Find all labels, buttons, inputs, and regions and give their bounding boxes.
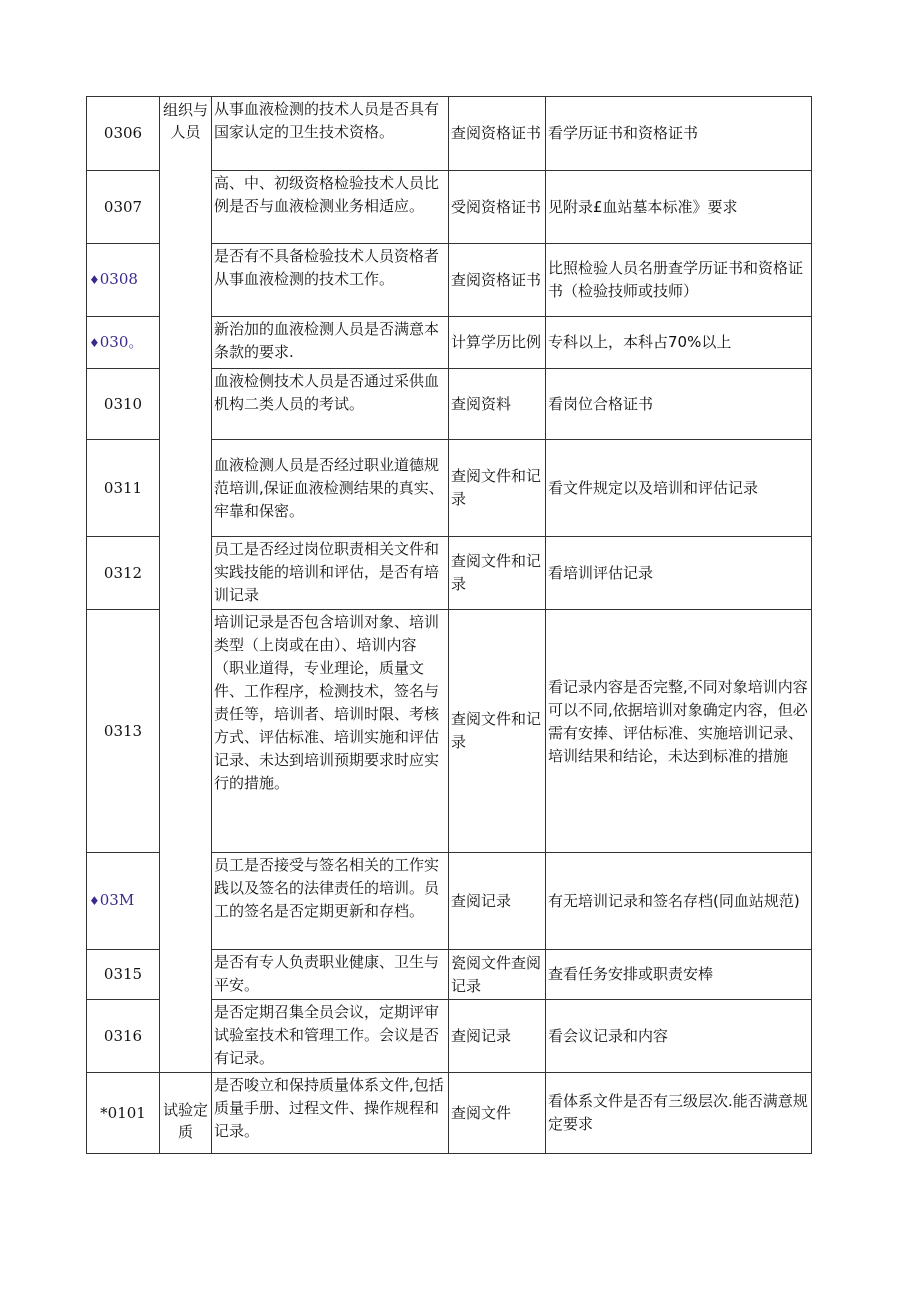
item-code: 0311 [87,440,160,537]
check-method: 查阅文件 [449,1073,546,1154]
item-description: 是否定期召集全员会议，定期评审试验室技术和管理工作。会议是否有记录。 [212,1000,449,1073]
item-code: ♦03M [87,853,160,950]
diamond-icon: ♦ [89,335,100,350]
item-code: 0310 [87,369,160,440]
item-description: 是否唆立和保持质量体系文件,包括质量手册、过程文件、操作规程和记录。 [212,1073,449,1154]
item-code: ♦0308 [87,244,160,317]
check-note: 比照检验人员名册查学历证书和资格证书（检验技师或技师） [546,244,812,317]
inspection-table [86,96,812,1154]
item-description: 培训记录是否包含培训对象、培训类型（上岗或在由）、培训内容（职业道得，专业理论，质量文件、工作程序，检测技术，签名与责任等，培训者、培训时限、考核方式、评估标准、培训实施和评估记录、未达到培训预期要求时应实行的措施。 [212,610,449,853]
check-method: 查阅文件和记录 [449,610,546,853]
check-note: 看培训评估记录 [546,537,812,610]
item-code: 0316 [87,1000,160,1073]
table-row [87,97,812,171]
item-description: 血液检侧技术人员是否通过采供血机构二类人员的考试。 [212,369,449,440]
check-method: 查阅记录 [449,1000,546,1073]
item-description: 新治加的血液检测人员是否满意本条款的要求. [212,317,449,369]
item-description: 是否有专人负责职业健康、卫生与平安。 [212,950,449,1000]
check-method: 受阅资格证书 [449,171,546,244]
check-method: 查阅记录 [449,853,546,950]
category-cell: 试验定质 [160,1073,212,1154]
check-note: 看体系文件是否有三级层次.能否满意规定要求 [546,1073,812,1154]
table-row [87,1073,812,1154]
item-code: 0315 [87,950,160,1000]
item-description: 高、中、初级资格检验技术人员比例是否与血液检测业务相适应。 [212,171,449,244]
check-note: 见附录£血站墓本标准》要求 [546,171,812,244]
check-method: 瓷阅文件查阅记录 [449,950,546,1000]
item-code: *0101 [87,1073,160,1154]
diamond-icon: ♦ [89,894,100,908]
item-code: ♦030。 [87,317,160,369]
check-note: 看文件规定以及培训和评估记录 [546,440,812,537]
item-code: 0306 [87,97,160,171]
check-method: 查阅资料 [449,369,546,440]
check-note: 有无培训记录和签名存档(同血站规范) [546,853,812,950]
check-method: 查阅文件和记录 [449,440,546,537]
item-code: 0307 [87,171,160,244]
diamond-icon: ♦ [89,273,100,287]
check-note: 看岗位合格证书 [546,369,812,440]
check-method: 查阅资格证书 [449,244,546,317]
check-method: 计算学历比例 [449,317,546,369]
category-cell: 组织与人员 [160,97,212,1073]
check-note: 查看任务安排或职责安棒 [546,950,812,1000]
check-note: 看记录内容是否完整,不同对象培训内容可以不同,依据培训对象确定内容，但必需有安捧、评估标准、实施培训记录、培训结果和结论，未达到标准的措施 [546,610,812,853]
check-note: 看学历证书和资格证书 [546,97,812,171]
check-method: 查阅资格证书 [449,97,546,171]
item-description: 员工是否接受与签名相关的工作实践以及签名的法律责任的培训。员工的签名是否定期更新和存档。 [212,853,449,950]
check-note: 看会议记录和内容 [546,1000,812,1073]
item-description: 血液检测人员是否经过职业道德规范培训,保证血液检测结果的真实、牢靠和保密。 [212,440,449,537]
item-code: 0312 [87,537,160,610]
check-note: 专科以上，本科占70%以上 [546,317,812,369]
item-description: 从事血液检测的技术人员是否具有国家认定的卫生技术资格。 [212,97,449,171]
item-description: 员工是否经过岗位职责相关文件和实践技能的培训和评估，是否有培训记录 [212,537,449,610]
item-description: 是否有不具备检验技术人员资格者从事血液检测的技术工作。 [212,244,449,317]
item-code: 0313 [87,610,160,853]
check-method: 查阅文件和记录 [449,537,546,610]
